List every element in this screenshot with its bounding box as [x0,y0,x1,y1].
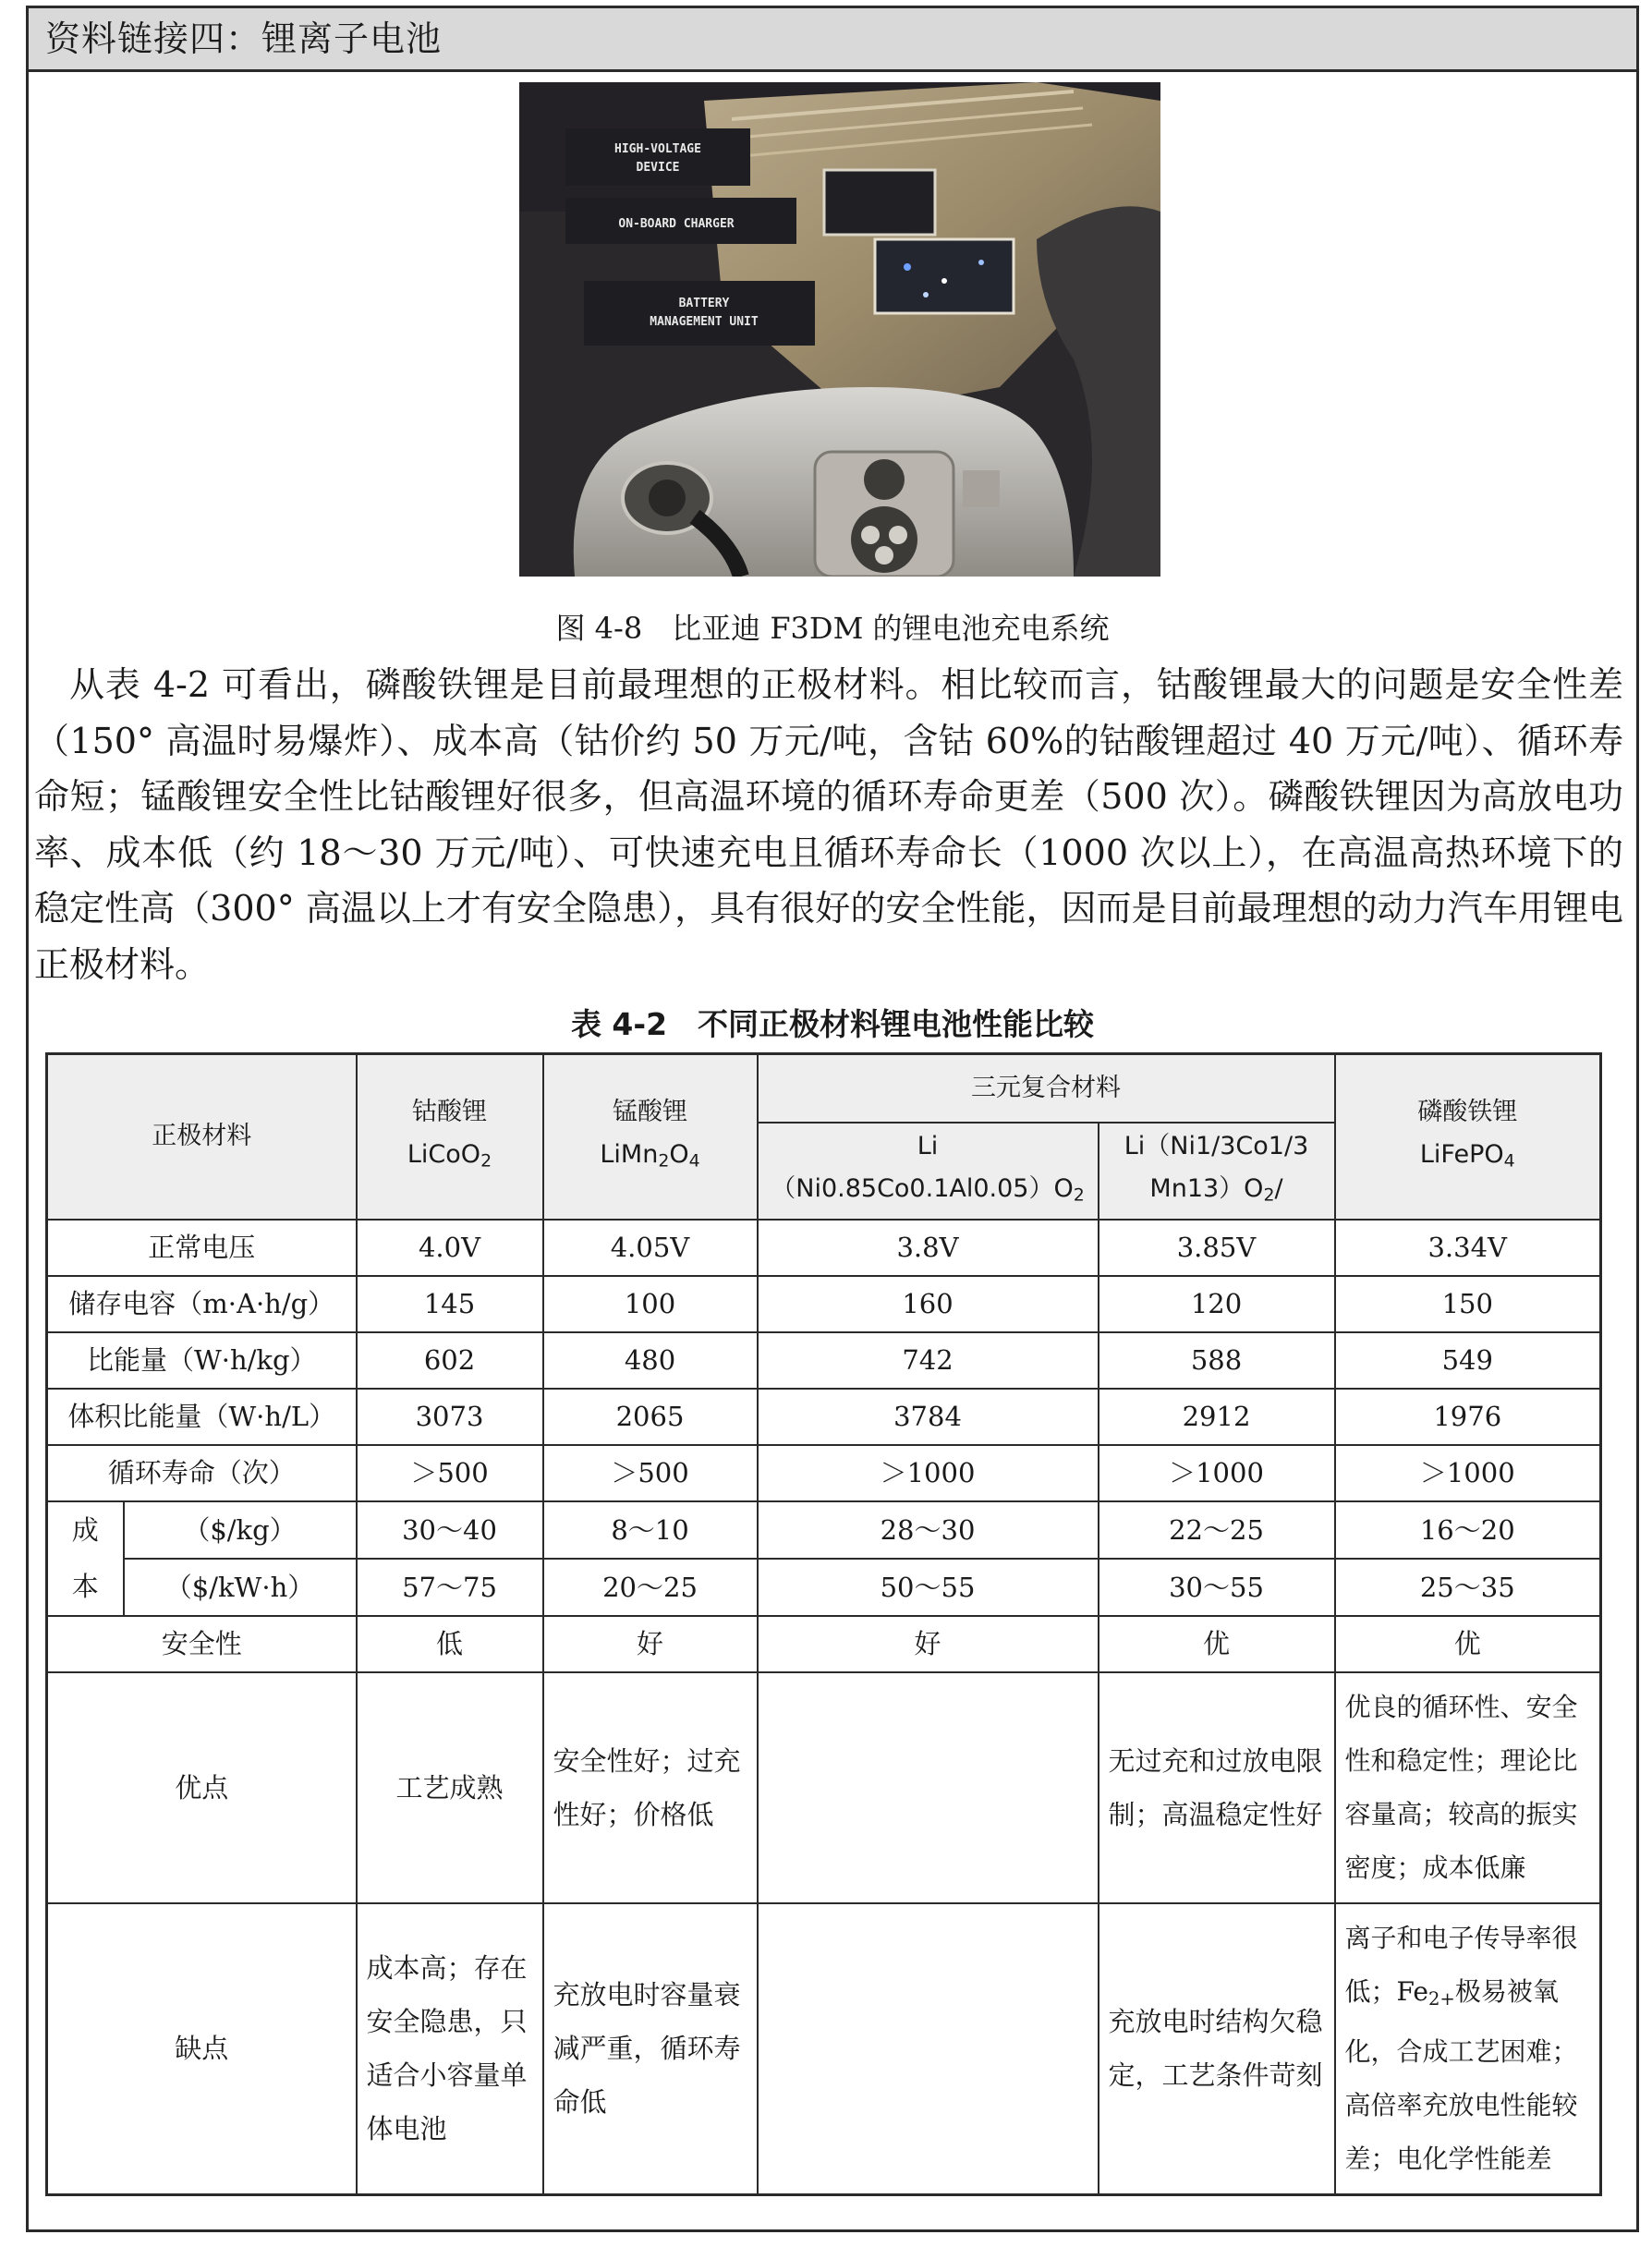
header-licoo2: 钴酸锂 LiCoO$_2$ [357,1054,543,1220]
figure-caption: 图 4-8 比亚迪 F3DM 的锂电池充电系统 [555,611,1110,646]
table-row: 成 本 （$/kg） 30～40 8～10 28～30 22～25 16～20 [47,1501,1601,1559]
table-row: 安全性 低 好 好 优 优 [47,1616,1601,1672]
svg-text:HIGH-VOLTAGE: HIGH-VOLTAGE [614,142,701,156]
header-ncm-formula: $Mn13)O_2/$ [1149,1173,1283,1206]
comparison-table [45,1052,1602,2196]
cons-lifepo4: 离子和电子传导率很低；$Fe_{2+}$极易被氧化，合成工艺困难；高倍率充放电性能较差；电化学性能差 [1335,1903,1601,2195]
table-title: 表 4-2 不同正极材料锂电池性能比较 [570,1006,1095,1042]
table-row-cons: 缺点 成本高；存在安全隐患，只适合小容量单体电池 充放电时容量衰减严重，循环寿命低 充放电时结构欠稳定，工艺条件苛刻 离子和电子传导率很低；$Fe_{2+}$极易被氧化，合成工艺困难；高倍率充放电性能较差；电化学性能差 [47,1903,1601,2195]
table-row: （$/kW·h） 57～75 20～25 50～55 30～55 25～35 [47,1559,1601,1616]
table-row: 比能量（W·h/kg） 602 480 742 588 549 [47,1332,1601,1389]
header-ternary: 三元复合材料 [758,1054,1335,1123]
body-paragraph: 从表 4-2 可看出，磷酸铁锂是目前最理想的正极材料。相比较而言，钴酸锂最大的问题是安全性差（150° 高温时易爆炸）、成本高（钴价约 50 万元/吨，含钴 60%的钴酸锂超过 40 万元/吨）、循环寿命短；锰酸锂安全性比钴酸锂好很多，但高温环境的循环寿命更差（500 次）。磷酸铁锂因为高放电功率、成本低（约 18～30 万元/吨）、可快速充电且循环寿命长（1000 次以上），在高温高热环境下的稳定性高（300° 高温以上才有安全隐患），具有很好的安全性能，因而是目前最理想的动力汽车用锂电正极材料。 [34,664,1623,985]
document-frame [26,6,1639,2232]
header-cathode-material: 正极材料 [47,1054,357,1220]
svg-text:DEVICE: DEVICE [636,161,680,175]
table-row: 体积比能量（W·h/L） 3073 2065 3784 2912 1976 [47,1389,1601,1445]
header-ncm: Li（Ni1/3Co1/3 $Mn13)O_2/$ [1099,1123,1335,1220]
header-licoo2-formula: LiCoO$_2$ [407,1139,492,1172]
header-lifepo4-formula: LiFePO$_4$ [1419,1139,1515,1172]
charging-system-photo [519,82,1160,577]
header-limn2o4-formula: $LiMn_2O_4$ [600,1139,700,1172]
table-row: 储存电容（m·A·h/g） 145 100 160 120 150 [47,1276,1601,1332]
section-title: 资料链接四：锂离子电池 [45,18,443,59]
svg-text:MANAGEMENT UNIT: MANAGEMENT UNIT [650,315,759,329]
section-header [29,8,1636,72]
header-nca: Li $(Ni0.85Co0.1Al0.05)O_2$ [758,1123,1099,1220]
header-limn2o4: 锰酸锂 $LiMn_2O_4$ [543,1054,758,1220]
table-row: 正常电压 4.0V 4.05V 3.8V 3.85V 3.34V [47,1220,1601,1276]
svg-text:ON-BOARD CHARGER: ON-BOARD CHARGER [618,217,735,231]
header-lifepo4: 磷酸铁锂 LiFePO$_4$ [1335,1054,1601,1220]
svg-text:BATTERY: BATTERY [678,297,730,310]
cost-label: 成 本 [47,1501,124,1616]
table-row: 循环寿命（次） ＞500 ＞500 ＞1000 ＞1000 ＞1000 [47,1445,1601,1501]
table-row-pros: 优点 工艺成熟 安全性好；过充性好；价格低 无过充和过放电限制；高温稳定性好 优良的循环性、安全性和稳定性；理论比容量高；较高的振实密度；成本低廉 [47,1672,1601,1903]
header-nca-formula: $(Ni0.85Co0.1Al0.05)O_2$ [771,1173,1085,1206]
